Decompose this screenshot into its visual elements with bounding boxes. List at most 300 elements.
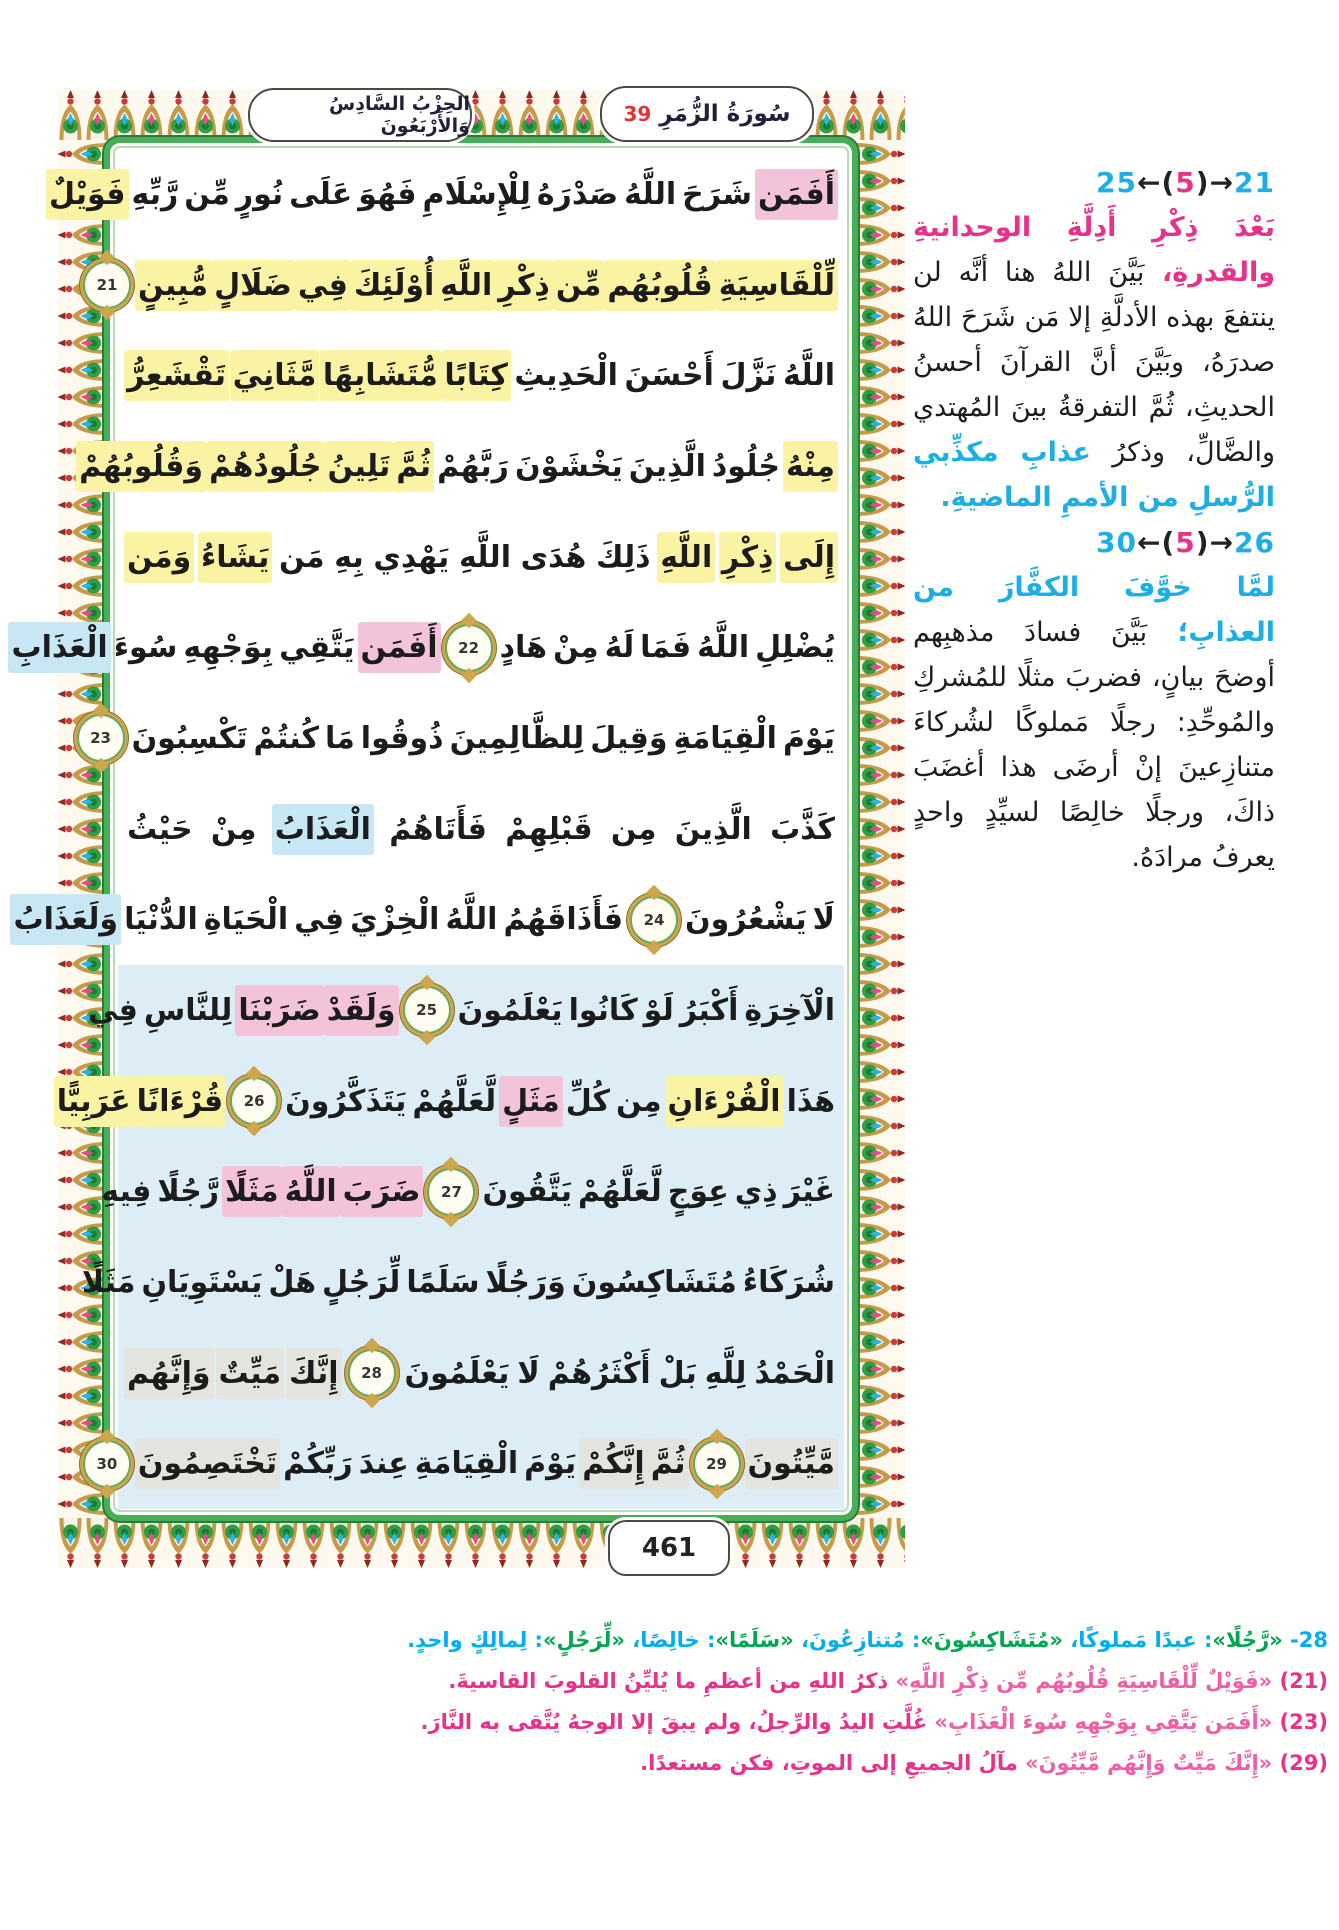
border-motif: [57, 572, 107, 599]
quran-word: نَزَّلَ: [720, 358, 777, 394]
quran-word: رَّبِّهِ: [131, 176, 179, 212]
palmette-ornament-icon: [855, 383, 905, 410]
commentary-sidebar: [913, 160, 1275, 880]
commentary-segment: بَيَّنَ اللهُ هنا أنَّه لن ينتفعَ بهذه الأدلَّةِ إلا مَن شَرَحَ اللهُ صدرَهُ، وبَيَّنَ أنَّ القرآنَ أحسنُ الحديثِ، ثُمَّ التفرقةُ بينَ المُهتدي والضَّالِّ، وذكرُ: [913, 257, 1276, 468]
footnote-segment: مآلُ الجميعِ إلى الموتِ، فكن مستعدًا.: [640, 1751, 1026, 1775]
quran-word: يَوْمَ: [782, 720, 835, 756]
palmette-ornament-icon: [246, 1518, 273, 1568]
quran-word: ذُوقُوا: [360, 720, 444, 756]
quran-word: قَبْلِهِمْ: [505, 811, 593, 847]
quran-word: كِتَابًا: [441, 350, 511, 401]
palmette-ornament-icon: [855, 1490, 905, 1517]
palmette-ornament-icon: [57, 1517, 107, 1518]
palmette-ornament-icon: [192, 90, 219, 140]
palmette-ornament-icon: [855, 1058, 905, 1085]
palmette-ornament-icon: [867, 90, 894, 140]
border-motif: [57, 90, 84, 140]
quran-word: ذَلِكَ: [595, 539, 651, 575]
palmette-ornament-icon: [855, 464, 905, 491]
range-start-number: 21: [1234, 166, 1275, 199]
palmette-ornament-icon: [300, 1518, 327, 1568]
border-motif: [855, 734, 905, 761]
left-arrow-icon: ←(: [1137, 166, 1176, 199]
border-motif: [57, 491, 107, 518]
border-motif: [855, 680, 905, 707]
border-motif: [759, 1518, 786, 1568]
border-motif: [57, 221, 107, 248]
border-motif: [855, 1058, 905, 1085]
palmette-ornament-icon: [813, 1518, 840, 1568]
border-motif: [111, 90, 138, 140]
palmette-ornament-icon: [354, 1518, 381, 1568]
border-motif: [855, 707, 905, 734]
border-motif: [57, 869, 107, 896]
border-motif: [273, 1518, 300, 1568]
verse-number: 24: [643, 910, 665, 929]
quran-word: فِي: [294, 902, 345, 938]
border-motif: [855, 1085, 905, 1112]
border-motif: [57, 329, 107, 356]
quran-word: وَرَجُلًا: [485, 1264, 566, 1300]
palmette-ornament-icon: [855, 1085, 905, 1112]
quran-word: يَعْلَمُونَ: [404, 1355, 510, 1391]
border-motif: [57, 1518, 84, 1568]
quran-word: يَتَّقِي: [279, 630, 355, 666]
palmette-ornament-icon: [855, 1004, 905, 1031]
verse-number-medallion: [445, 624, 493, 672]
palmette-ornament-icon: [840, 1518, 867, 1568]
palmette-ornament-icon: [855, 950, 905, 977]
border-motif: [840, 90, 867, 140]
border-motif: [867, 1518, 894, 1568]
quran-word: إِنَّكَ: [286, 1348, 341, 1399]
border-motif: [855, 1463, 905, 1490]
quran-word: سَلَمًا: [406, 1264, 480, 1300]
border-motif: [855, 1517, 905, 1518]
border-motif: [489, 1518, 516, 1568]
border-motif: [855, 1490, 905, 1517]
commentary-segment: بَيَّنَ فسادَ مذهبِهم أوضحَ بيانٍ، فضربَ مثلًا للمُشركِ والمُوحِّدِ: رجلًا مَملوكًا لشُركاءَ متنازِعينَ إنْ أرضَى هذا أغضَبَ ذاكَ، ورجلًا خالِصًا لسيِّدٍ واحدٍ يعرفُ مرادَهُ.: [913, 617, 1275, 873]
border-motif: [192, 1518, 219, 1568]
quran-word: حَيْثُ: [127, 811, 193, 847]
quran-word: صَدْرَهُ: [536, 176, 619, 212]
border-motif: [855, 491, 905, 518]
quran-word: إِلَى: [780, 532, 838, 583]
verse-number-medallion: [348, 1349, 396, 1397]
quran-word: اللَّهُ: [282, 1166, 340, 1217]
palmette-ornament-icon: [273, 1518, 300, 1568]
palmette-ornament-icon: [57, 1409, 107, 1436]
border-motif: [855, 1139, 905, 1166]
border-motif: [516, 90, 543, 140]
verse-number: 22: [458, 638, 480, 657]
border-motif: [192, 90, 219, 140]
palmette-ornament-icon: [855, 815, 905, 842]
palmette-ornament-icon: [165, 1518, 192, 1568]
quran-word: فَوَيْلٌ: [46, 169, 129, 220]
hizb-label: الحِزْبُ السَّادِسُ وَالأَرْبَعُونَ: [329, 93, 470, 137]
palmette-ornament-icon: [855, 1409, 905, 1436]
quran-word: لَا: [517, 1355, 540, 1391]
quran-word: اللَّهِ: [657, 532, 715, 583]
border-motif: [57, 1409, 107, 1436]
quran-word: وَلَعَذَابُ: [10, 894, 121, 945]
page-number: 461: [641, 1533, 697, 1563]
quran-line: [96, 240, 844, 331]
quran-word: مِنْهُ: [783, 441, 838, 492]
border-motif: [219, 1518, 246, 1568]
palmette-ornament-icon: [516, 90, 543, 140]
border-motif: [57, 1355, 107, 1382]
footnote-line: [60, 1661, 1328, 1702]
hizb-badge: [248, 88, 472, 142]
quran-line: [90, 693, 844, 784]
quran-word: الْعَذَابِ: [8, 622, 110, 673]
palmette-ornament-icon: [867, 1518, 894, 1568]
palmette-ornament-icon: [855, 1193, 905, 1220]
quran-word: رَبِّكُمْ: [283, 1446, 353, 1482]
border-motif: [165, 1518, 192, 1568]
quran-word: مِن: [615, 1083, 662, 1119]
quran-word: اللَّهُ: [783, 358, 835, 394]
quran-word: شَرَحَ: [682, 176, 752, 212]
border-motif: [840, 1518, 867, 1568]
palmette-ornament-icon: [855, 977, 905, 1004]
quran-word: مِنْ: [553, 630, 599, 666]
palmette-ornament-icon: [138, 90, 165, 140]
border-motif: [855, 302, 905, 329]
quran-word: قُلُوبُهُم: [604, 260, 715, 311]
quran-word: جُلُودُهُمْ: [206, 441, 324, 492]
palmette-ornament-icon: [57, 1490, 107, 1517]
footnote-segment: «رَّجُلًا»: [1212, 1628, 1283, 1652]
quran-word: عِندَ: [358, 1446, 409, 1482]
verse-number: 25: [416, 1001, 438, 1020]
border-motif: [855, 1301, 905, 1328]
quran-word: ذِكْرِ: [719, 532, 777, 583]
quran-word: ضَرَبْنَا: [235, 985, 323, 1036]
border-motif: [813, 1518, 840, 1568]
quran-line: [96, 1418, 844, 1509]
quran-word: مَثَلًا: [222, 1166, 282, 1217]
quran-word: مُّتَشَابِهًا: [320, 350, 441, 401]
palmette-ornament-icon: [855, 1355, 905, 1382]
quran-word: الْعَذَابُ: [272, 804, 374, 855]
range-start-number: 26: [1234, 526, 1275, 559]
quran-word: ضَلَالٍ: [211, 260, 295, 311]
quran-word: غَيْرَ: [783, 1174, 835, 1210]
left-border-ornament: [57, 140, 107, 1518]
border-motif: [300, 1518, 327, 1568]
palmette-ornament-icon: [855, 788, 905, 815]
quran-word: لَوْ: [643, 992, 674, 1028]
border-motif: [855, 572, 905, 599]
quran-word: لَا: [812, 902, 835, 938]
border-motif: [57, 545, 107, 572]
palmette-ornament-icon: [462, 1518, 489, 1568]
quran-word: مِّن: [553, 260, 605, 311]
quran-word: بِوَجْهِهِ: [183, 630, 274, 666]
quran-word: الْخِزْيَ: [350, 902, 440, 938]
border-motif: [138, 90, 165, 140]
palmette-ornament-icon: [57, 491, 107, 518]
palmette-ornament-icon: [219, 90, 246, 140]
footnote-segment: : مُتنازِعُونَ،: [793, 1628, 921, 1652]
quran-word: يَتَّقُونَ: [482, 1174, 572, 1210]
quran-word: أَكْثَرُهُمْ: [547, 1355, 651, 1391]
border-motif: [855, 167, 905, 194]
quran-word: لَّعَلَّهُمْ: [412, 1083, 497, 1119]
bottom-border-ornament: [57, 1518, 905, 1568]
border-motif: [855, 815, 905, 842]
palmette-ornament-icon: [732, 1518, 759, 1568]
palmette-ornament-icon: [855, 1328, 905, 1355]
quran-word: مُّبِينٍ: [135, 260, 211, 311]
palmette-ornament-icon: [84, 90, 111, 140]
quran-word: شُرَكَاءُ: [742, 1264, 835, 1300]
border-motif: [57, 1490, 107, 1517]
palmette-ornament-icon: [57, 518, 107, 545]
border-motif: [855, 842, 905, 869]
palmette-ornament-icon: [855, 869, 905, 896]
palmette-ornament-icon: [855, 626, 905, 653]
quran-text: [11, 149, 844, 1509]
palmette-ornament-icon: [759, 1518, 786, 1568]
quran-word: مُتَشَاكِسُونَ: [571, 1264, 737, 1300]
palmette-ornament-icon: [57, 869, 107, 896]
palmette-ornament-icon: [855, 1463, 905, 1490]
quran-word: فَمَا: [640, 630, 692, 666]
quran-word: عِوَجٍ: [667, 1174, 729, 1210]
border-motif: [855, 248, 905, 275]
palmette-ornament-icon: [855, 1247, 905, 1274]
quran-word: أَكْبَرُ: [679, 992, 739, 1028]
quran-word: مَا: [324, 720, 355, 756]
quran-word: لِلنَّاسِ: [143, 992, 233, 1028]
palmette-ornament-icon: [855, 1436, 905, 1463]
verse-number-medallion: [83, 261, 131, 309]
border-motif: [219, 90, 246, 140]
quran-line: [118, 1328, 844, 1419]
quran-word: الْحَمْدُ: [754, 1355, 835, 1391]
quran-line: [49, 149, 844, 240]
palmette-ornament-icon: [855, 761, 905, 788]
border-motif: [855, 950, 905, 977]
border-motif: [855, 1355, 905, 1382]
quran-word: لِّلْقَاسِيَةِ: [716, 260, 838, 311]
quran-word: لَّعَلَّهُمْ: [577, 1174, 662, 1210]
quran-word: هُدَى: [520, 539, 587, 575]
palmette-ornament-icon: [57, 1518, 84, 1568]
quran-line: [56, 1056, 844, 1147]
quran-word: قُرْءَانًا: [134, 1076, 226, 1127]
footnote-segment: (23): [1272, 1710, 1328, 1734]
quran-word: أَحْسَنَ: [624, 358, 714, 394]
palmette-ornament-icon: [84, 1518, 111, 1568]
palmette-ornament-icon: [543, 90, 570, 140]
palmette-ornament-icon: [855, 410, 905, 437]
quran-word: اللَّهِ: [437, 260, 495, 311]
verse-number-medallion: [630, 896, 678, 944]
quran-word: هَلْ: [268, 1264, 316, 1300]
palmette-ornament-icon: [855, 680, 905, 707]
surah-number: 39: [623, 102, 652, 126]
palmette-ornament-icon: [855, 275, 905, 302]
border-motif: [855, 464, 905, 491]
palmette-ornament-icon: [855, 356, 905, 383]
footnote-segment: : عبدًا مَملوكًا،: [1062, 1628, 1213, 1652]
border-motif: [543, 90, 570, 140]
quran-word: مِنْ: [210, 811, 257, 847]
quran-line: [118, 512, 844, 603]
border-motif: [855, 275, 905, 302]
palmette-ornament-icon: [111, 1518, 138, 1568]
palmette-ornament-icon: [570, 1518, 597, 1568]
palmette-ornament-icon: [855, 734, 905, 761]
palmette-ornament-icon: [570, 90, 597, 140]
border-motif: [855, 977, 905, 1004]
footnote-segment: «لِّرَجُلٍ»: [542, 1628, 625, 1652]
quran-word: الْحَدِيثِ: [514, 358, 618, 394]
quran-word: لَهُ: [604, 630, 635, 666]
quran-word: وَقِيلَ: [590, 720, 668, 756]
commentary-segment: عذابِ مكذِّبي الرُّسلِ من الأممِ الماضيةِ.: [913, 437, 1275, 513]
quran-word: تَلِينُ: [325, 441, 394, 492]
border-motif: [408, 1518, 435, 1568]
border-motif: [57, 356, 107, 383]
border-motif: [327, 1518, 354, 1568]
palmette-ornament-icon: [855, 707, 905, 734]
quran-word: يَتَذَكَّرُونَ: [285, 1083, 407, 1119]
border-motif: [57, 842, 107, 869]
palmette-ornament-icon: [855, 1112, 905, 1139]
border-motif: [57, 410, 107, 437]
palmette-ornament-icon: [855, 896, 905, 923]
border-motif: [57, 383, 107, 410]
quran-word: مَّيِّتُونَ: [745, 1438, 838, 1489]
palmette-ornament-icon: [57, 572, 107, 599]
border-motif: [855, 1031, 905, 1058]
quran-word: أُوْلَئِكَ: [351, 260, 437, 311]
border-motif: [84, 90, 111, 140]
border-motif: [246, 1518, 273, 1568]
quran-word: مَثَلٍ: [499, 1076, 563, 1127]
quran-line: [11, 602, 844, 693]
page-number-badge: [608, 1520, 730, 1576]
range-verse-count: 5: [1175, 526, 1196, 559]
border-motif: [111, 1518, 138, 1568]
border-motif: [867, 90, 894, 140]
footnote-segment: «سَلَمًا»: [715, 1628, 794, 1652]
border-motif: [165, 90, 192, 140]
footnotes-section: [60, 1620, 1328, 1784]
palmette-ornament-icon: [855, 167, 905, 194]
border-motif: [354, 1518, 381, 1568]
quran-word: وَإِنَّهُم: [124, 1348, 214, 1399]
palmette-ornament-icon: [855, 221, 905, 248]
border-motif: [855, 761, 905, 788]
quran-word: مَيِّتٌ: [216, 1348, 285, 1399]
border-motif: [57, 518, 107, 545]
palmette-ornament-icon: [111, 90, 138, 140]
quran-word: كَذَّبَ: [770, 811, 835, 847]
palmette-ornament-icon: [57, 1139, 107, 1166]
footnote-segment: (21): [1272, 1669, 1328, 1693]
quran-word: اللَّهُ: [624, 176, 677, 212]
palmette-ornament-icon: [855, 491, 905, 518]
footnote-segment: 28-: [1282, 1628, 1328, 1652]
quran-text-panel: [11, 137, 858, 1521]
border-motif: [855, 329, 905, 356]
palmette-ornament-icon: [327, 1518, 354, 1568]
quran-word: وَلَقَدْ: [324, 985, 399, 1036]
ornamental-frame: [11, 90, 905, 1568]
border-motif: [855, 194, 905, 221]
verse-number: 26: [243, 1092, 265, 1111]
verse-number: 27: [441, 1182, 462, 1201]
commentary-paragraph: [913, 565, 1275, 880]
range-end-number: 30: [1096, 526, 1138, 559]
quran-word: كَانُوا: [568, 992, 638, 1028]
commentary-segment: بَعْدَ ذِكْرِ أَدِلَّةِ الوحدانيةِ والقدرةِ،: [913, 212, 1275, 288]
quran-word: لِّرَجُلٍ: [322, 1264, 401, 1300]
border-motif: [813, 90, 840, 140]
border-motif: [855, 1247, 905, 1274]
quran-word: يَعْلَمُونَ: [457, 992, 563, 1028]
palmette-ornament-icon: [57, 1220, 107, 1247]
quran-word: مِن: [610, 811, 657, 847]
quran-word: رَبَّهُمْ: [437, 448, 509, 484]
quran-word: مَّثَانِيَ: [230, 350, 320, 401]
border-motif: [855, 1166, 905, 1193]
palmette-ornament-icon: [57, 1355, 107, 1382]
palmette-ornament-icon: [855, 653, 905, 680]
quran-word: الْآخِرَةِ: [744, 992, 835, 1028]
quran-word: عَلَى: [289, 176, 353, 212]
border-motif: [855, 626, 905, 653]
quran-word: يَشَاءُ: [198, 532, 272, 583]
border-motif: [855, 1004, 905, 1031]
verse-number-medallion: [83, 1440, 131, 1488]
border-motif: [855, 1220, 905, 1247]
quran-word: الَّذِينَ: [674, 811, 752, 847]
palmette-ornament-icon: [57, 410, 107, 437]
palmette-ornament-icon: [57, 815, 107, 842]
border-motif: [516, 1518, 543, 1568]
quran-word: ذِي: [734, 1174, 778, 1210]
border-motif: [732, 1518, 759, 1568]
footnote-segment: «فَوَيْلٌ لِّلْقَاسِيَةِ قُلُوبُهُم مِّن ذِكْرِ اللَّهِ»: [895, 1669, 1273, 1693]
quran-word: فَأَتَاهُمُ: [389, 811, 487, 847]
right-arrow-icon: )→: [1195, 166, 1235, 199]
quran-word: الْقِيَامَةِ: [414, 1446, 519, 1482]
quran-word: لِلَّهِ: [704, 1355, 747, 1391]
palmette-ornament-icon: [855, 140, 905, 167]
quran-word: يَخْشَوْنَ: [514, 448, 623, 484]
border-motif: [855, 1112, 905, 1139]
border-motif: [57, 1220, 107, 1247]
border-motif: [489, 90, 516, 140]
verse-number: 28: [361, 1364, 382, 1383]
range-end-number: 25: [1096, 166, 1138, 199]
quran-word: إِنَّكُمْ: [579, 1438, 648, 1489]
quran-word: فَهُوَ: [358, 176, 417, 212]
quran-word: بِهِ: [334, 539, 364, 575]
verse-number-medallion: [230, 1077, 278, 1125]
border-motif: [786, 1518, 813, 1568]
palmette-ornament-icon: [840, 90, 867, 140]
palmette-ornament-icon: [786, 1518, 813, 1568]
